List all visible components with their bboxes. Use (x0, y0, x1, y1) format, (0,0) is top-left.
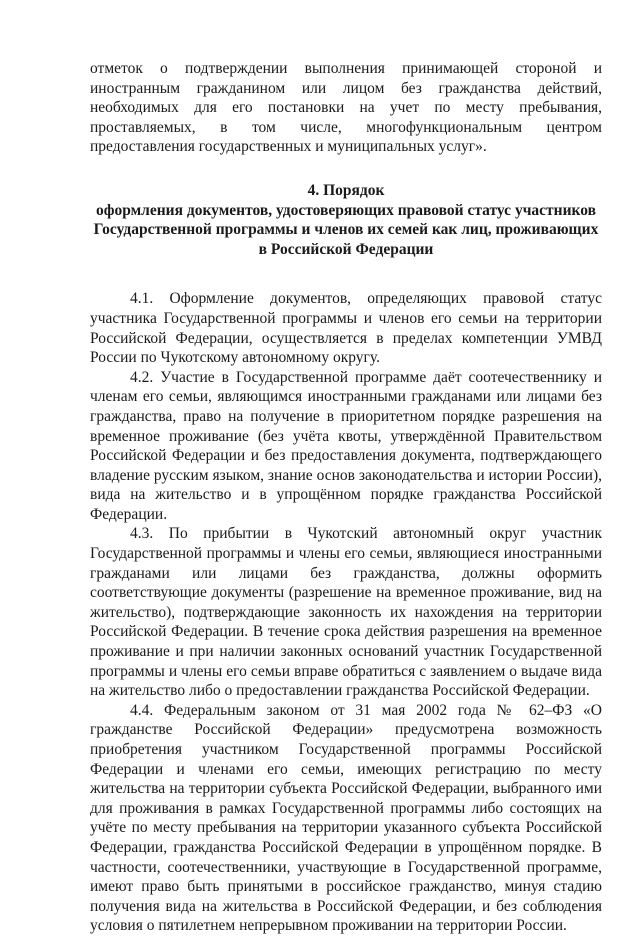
paragraph-4-4: 4.4. Федеральным законом от 31 мая 2002 года № 62–ФЗ «О гражданстве Российской Федерации» предусмотрена возможность приобретения участником Государственной программы Российской Федерации и членами его семьи, имеющих регистрацию по месту жительства на территории субъекта Российской Федерации, выбранного ими для проживания в рамках Государственной программы либо состоящих на учёте по месту пребывания на территории указанного субъекта Российской Федерации, гражданства Российской Федерации в упрощённом порядке. В частности, соотечественники, участвующие в Государственной программе, имеют право быть принятыми в российское гражданство, минуя стадию получения вида на жительства в Российской Федерации, и без соблюдения условия о пятилетнем непрерывном проживании на территории России. (90, 701, 602, 935)
section-heading (90, 181, 602, 259)
continuation-paragraph: отметок о подтверждении выполнения принимающей стороной и иностранным гражданином или лицом без гражданства действий, необходимых для его постановки на учет по месту пребывания, проставляемых, в том числе, многофункциональным центром предоставления государственных и муниципальных услуг». (90, 60, 602, 156)
paragraph-4-3: 4.3. По прибытии в Чукотский автономный округ участник Государственной программы и члены его семьи, являющиеся иностранными гражданами или лицами без гражданства, должны оформить соответствующие документы (разрешение на временное проживание, вид на жительство), подтверждающие законность их нахождения на территории Российской Федерации. В течение срока действия разрешения на временное проживание и при наличии законных оснований участник Государственной программы и члены его семьи вправе обратиться с заявлением о выдаче вида на жительство либо о предоставлении гражданства Российской Федерации. (90, 525, 602, 700)
paragraph-4-1: 4.1. Оформление документов, определяющих правовой статус участника Государственной программы и членов его семьи на территории Российской Федерации, осуществляется в пределах компетенции УМВД России по Чукотскому автономному округу. (90, 290, 602, 367)
section-title-line-3: в Российской Федерации (258, 240, 434, 258)
paragraph-4-2: 4.2. Участие в Государственной программе даёт соотечественнику и членам его семьи, являющимся иностранными гражданами или лицами без гражданства, право на получение в приоритетном порядке разрешения на временное проживание (без учёта квоты, утверждённой Правительством Российской Федерации и без предоставления документа, подтверждающего владение русским языком, знание основ законодательства и истории России), вида на жительство и в упрощённом порядке гражданства Российской Федерации. (90, 368, 602, 523)
section-title-line-2: Государственной программы и членов их семей как лиц, проживающих (93, 221, 599, 239)
section-title-line-1: оформления документов, удостоверяющих правовой статус участников (95, 201, 596, 219)
section-number-title: 4. Порядок (307, 181, 385, 199)
document-page (90, 59, 602, 936)
